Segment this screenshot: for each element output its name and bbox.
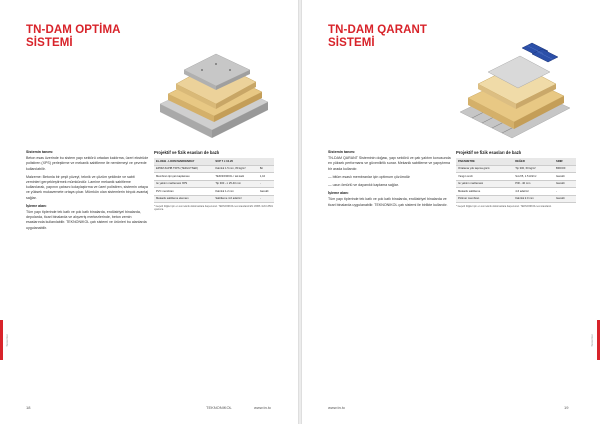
left-properties-column xyxy=(154,150,274,211)
right-title-line2: SİSTEMİ xyxy=(328,37,375,49)
left-desc-heading: Sistemin tanımı xyxy=(26,150,53,154)
table-cell: TEKNONIKOL / tek katlı xyxy=(213,173,257,181)
table-cell: Yangın sınıfı xyxy=(456,173,513,181)
table-cell: - xyxy=(258,180,274,188)
table-cell: Gerekli xyxy=(554,173,576,181)
left-table-footnote: * Geçerli bilgiler için en son teknik dokümanlara başvurunuz. TEKNONIKOL test standardı EN 13956 / EN 13501 uyarınca. xyxy=(154,205,273,212)
table-cell: 8ö xyxy=(258,165,274,173)
left-description-column xyxy=(26,150,150,234)
table-cell: EL-DEB - LOOM MARKENRAY xyxy=(154,158,213,165)
right-side-label: Sistemler xyxy=(590,334,594,347)
table-cell: Kalınlık 1.2 mm xyxy=(213,188,257,196)
table-cell: Isı yalıtım malzemesi xyxy=(456,180,513,188)
left-props-heading: Projektif ve fizik esasları de bazlı xyxy=(154,150,220,155)
table-cell: SINIF xyxy=(554,158,576,165)
left-title-line2: SİSTEMİ xyxy=(26,37,73,49)
right-table-footnote: * Geçerli bilgiler için en son teknik dokümanlara başvurunuz. TEKNONIKOL test standardı. xyxy=(456,205,552,208)
table-cell: Sabitleme 4-6 adet/m² xyxy=(213,195,257,203)
right-desc-paragraph-1: TN-DAM QARANT Sisteminin doğası, yapı sektörü ve çatı yalıtım konusunda en yüksek performans ve güvenilirlik sunar. Mekanik sabitleme ve yapıştırma bir arada kullanılır. xyxy=(328,156,451,171)
right-desc-list-item: — uzun ömürlü ve dayanıklı kaplama sağlar. xyxy=(328,183,399,188)
table-cell: 4-6 adet/m² xyxy=(513,188,554,196)
table-row xyxy=(154,158,274,165)
right-description-column xyxy=(328,150,452,211)
table-cell: EPDM ZAPIB TIIPS (TERLUTSEK) xyxy=(154,165,213,173)
table-cell: Tip 300, 60 kg/m³ xyxy=(513,165,554,173)
table-cell: Gerekli xyxy=(258,188,274,196)
table-cell: - xyxy=(554,188,576,196)
table-row xyxy=(154,195,274,203)
right-properties-column xyxy=(456,150,576,208)
right-properties-table xyxy=(456,158,576,203)
right-props-heading: Projektif ve fizik esasları de bazlı xyxy=(456,150,522,155)
table-cell: Ortalama yük taşıma gücü xyxy=(456,165,513,173)
left-page-title xyxy=(26,24,136,50)
table-row xyxy=(456,195,576,203)
left-desc-paragraph-1: Beton esas üzerinde bu sistem yapı sektörü ortadan kaldırma, üzeri ekstrüde polistiren (XPS) yerleştirme ve mekanik sabitleme ile nemlemeyi ve çevrede kullanılabilir. xyxy=(26,156,149,171)
right-desc-list-item: — bitüm esaslı membranlar için optimum çözümdür xyxy=(328,174,410,179)
left-brand: TEKNONIKOL xyxy=(206,405,232,410)
table-row xyxy=(154,173,274,181)
left-use-paragraph: Tüm yapı tiplerinde tek katlı ve çok katlı binalarda, endüstriyel binalarda, depolarda, ticari binalarda ve alışveriş merkezlerinde, beton zemin esaslarında kullanılabilir. TEKNONIKOL çatı sistemi ve ürünleri bu alanlarda uygulanabilir. xyxy=(26,210,147,230)
table-cell: - xyxy=(258,195,274,203)
table-cell: Isı yalıtım malzemesi XPS xyxy=(154,180,213,188)
right-page xyxy=(302,0,600,424)
right-page-number: 19 xyxy=(564,405,569,410)
table-cell: PVC membran xyxy=(154,188,213,196)
table-row xyxy=(154,188,274,196)
table-cell: Kalınlık 2.0 mm xyxy=(513,195,554,203)
table-cell: Gerekli xyxy=(554,195,576,203)
right-title-line1: TN-DAM QARANT xyxy=(328,24,428,36)
roof-system-illustration-qarant xyxy=(452,34,580,142)
table-row xyxy=(154,180,274,188)
left-side-tab xyxy=(0,320,3,360)
left-title-line1: TN-DAM OPTİMA xyxy=(26,24,121,36)
left-page xyxy=(0,0,298,424)
table-row xyxy=(456,188,576,196)
left-use-heading: İşleme alanı xyxy=(26,203,47,208)
table-cell: Membran tipi çatı kaplaması xyxy=(154,173,213,181)
right-brand: www.tn.tc xyxy=(328,405,346,410)
table-cell: Sınıf B, 1.5 kN/m² xyxy=(513,173,554,181)
table-row xyxy=(456,165,576,173)
left-side-label: Sistemler xyxy=(5,334,9,347)
table-cell: Gerekli xyxy=(554,180,576,188)
left-page-number: 18 xyxy=(26,405,31,410)
left-desc-paragraph-2: Malzeme: Betonla bir çeşit yüzeyi, teknik ve çözüm şeklinde ve sabit zeminleri gerçekleştirmek mümkündür. Lamine mekanik sabitleme kullanılarak, yapının çatısını kolaylaştırma ve üzeri polistiren, sistemin ortaya ve yüksek mukavemete ortaya çıkar. Mümkün olan sistemlerin birçok avantaj sağlar. xyxy=(26,174,149,200)
table-row xyxy=(456,158,576,165)
right-use-paragraph: Tüm yapı tiplerinde tek katlı ve çok katlı binalarda, endüstriyel binalarda ve ticari binalarda uygulanabilir. TEKNONIKOL çatı sistemi ile birlikte kullanılır. xyxy=(328,197,448,207)
right-page-title xyxy=(328,24,438,50)
right-use-heading: İşleme alanı xyxy=(328,191,349,196)
table-cell: SUP 7 ≤ 10-20 xyxy=(213,158,257,165)
table-cell xyxy=(258,158,274,165)
table-row xyxy=(456,173,576,181)
table-cell: Mekanik sabitleme xyxy=(456,188,513,196)
table-cell: Kalınlık 1.5 mm, 80 kg/m³ xyxy=(213,165,257,173)
table-cell: Tip 300 - ≤ 25-40 mm xyxy=(213,180,257,188)
table-cell: Polimer membran xyxy=(456,195,513,203)
left-brand-url: www.tn.tc xyxy=(254,405,272,410)
table-cell: Mekanik sabitleme elemanı xyxy=(154,195,213,203)
roof-system-illustration-optima xyxy=(150,34,278,142)
table-row xyxy=(154,165,274,173)
table-cell: DEĞER xyxy=(513,158,554,165)
table-row xyxy=(456,180,576,188)
table-cell: BROOF xyxy=(554,165,576,173)
table-cell: PIR - 40 mm xyxy=(513,180,554,188)
right-desc-heading: Sistemin tanımı xyxy=(328,150,355,154)
table-cell: 1,10 xyxy=(258,173,274,181)
left-properties-table xyxy=(154,158,274,203)
table-cell: PARAMETRE xyxy=(456,158,513,165)
